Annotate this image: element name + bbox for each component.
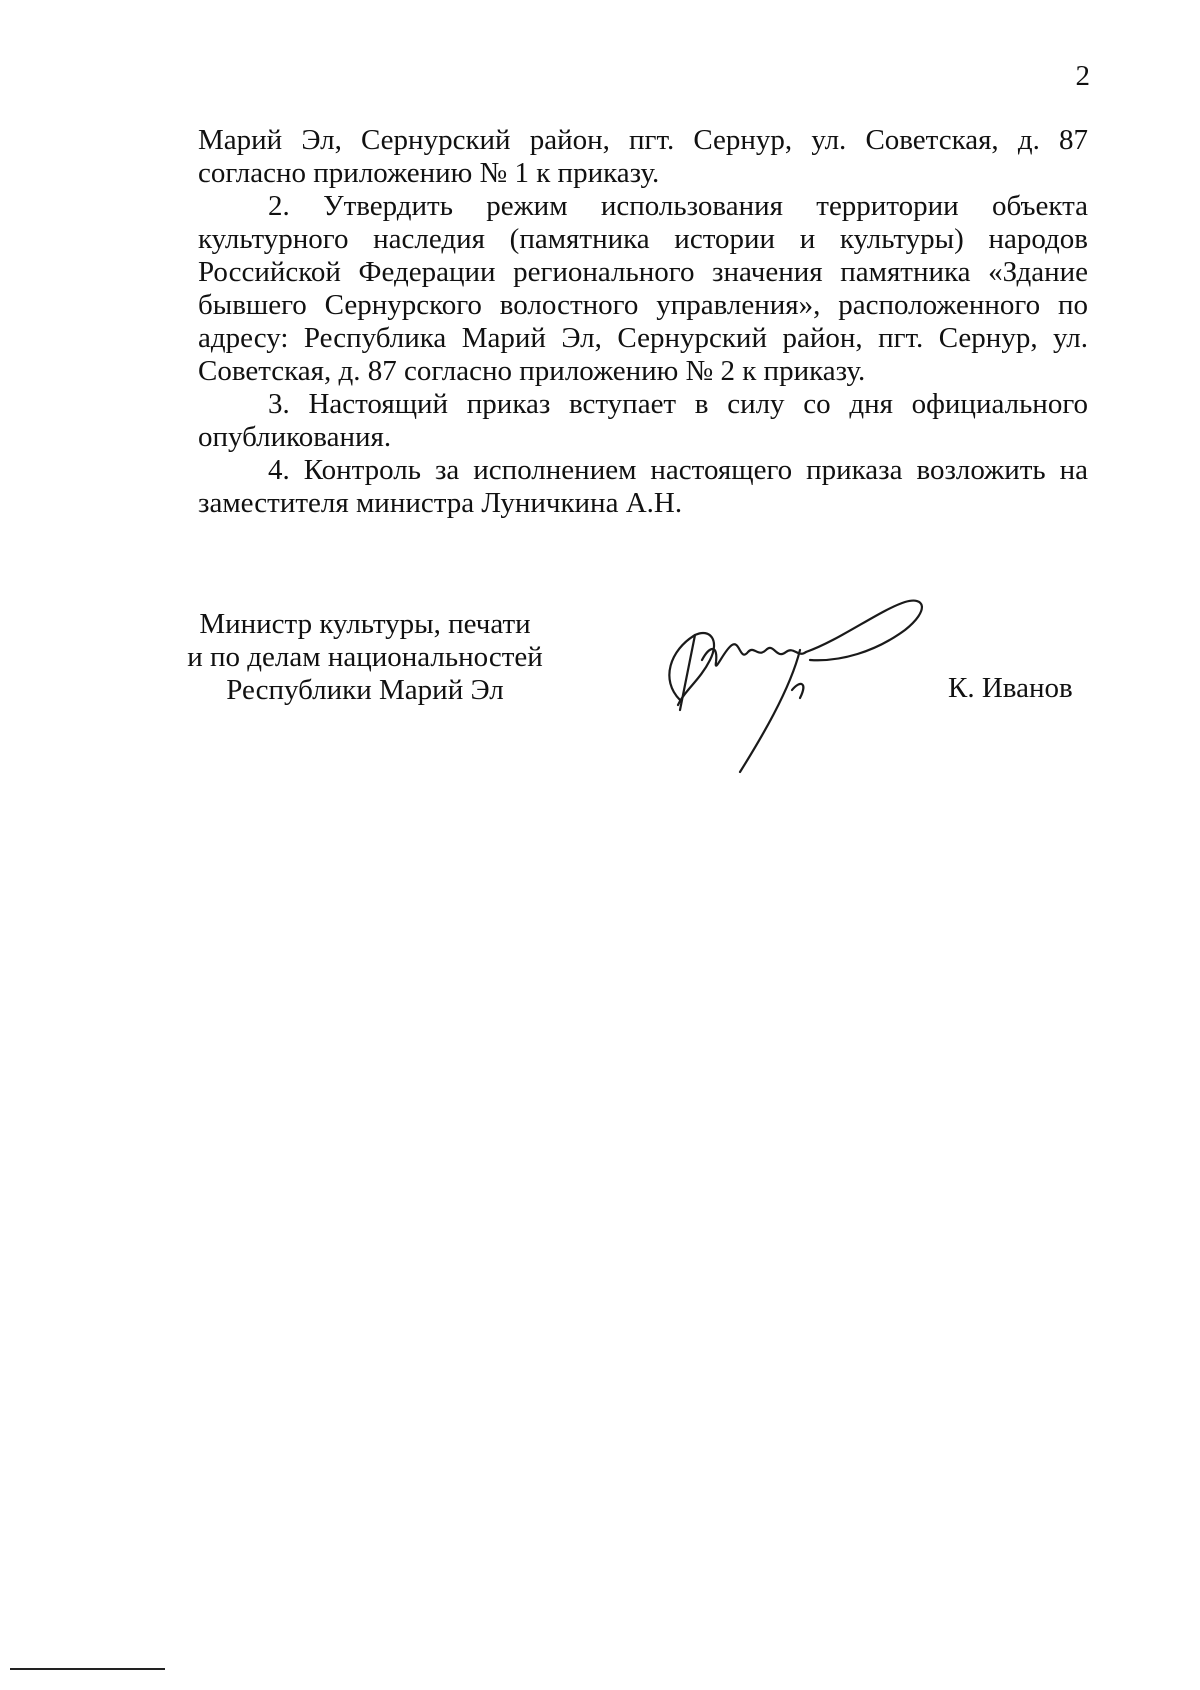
order-body <box>198 124 1088 520</box>
handwritten-signature <box>640 590 980 790</box>
signatory-title-line: и по делам национальностей <box>187 641 543 673</box>
paragraph-item-4: 4. Контроль за исполнением настоящего приказа возложить на заместителя министра Луничкина А.Н. <box>198 454 1088 519</box>
page-number: 2 <box>1075 60 1090 92</box>
paragraph-item-3: 3. Настоящий приказ вступает в силу со дня официального опубликования. <box>198 388 1088 453</box>
paragraph-item-2: 2. Утвердить режим использования территории объекта культурного наследия (памятника истории и культуры) народов Российской Федерации регионального значения памятника «Здание бывшего Сернурского волостного управления», расположенного по адресу: Республика Марий Эл, Сернурский район, пгт. Сернур, ул. Советская, д. 87 согласно приложению № 2 к приказу. <box>198 190 1088 387</box>
signatory-title <box>170 608 560 707</box>
signatory-title-line: Республики Марий Эл <box>226 674 504 706</box>
signatory-name: К. Иванов <box>948 672 1073 704</box>
footer-divider <box>10 1668 165 1670</box>
signatory-title-line: Министр культуры, печати <box>199 608 531 640</box>
paragraph-continuation: Марий Эл, Сернурский район, пгт. Сернур, ул. Советская, д. 87 согласно приложению № 1 к приказу. <box>198 124 1088 189</box>
